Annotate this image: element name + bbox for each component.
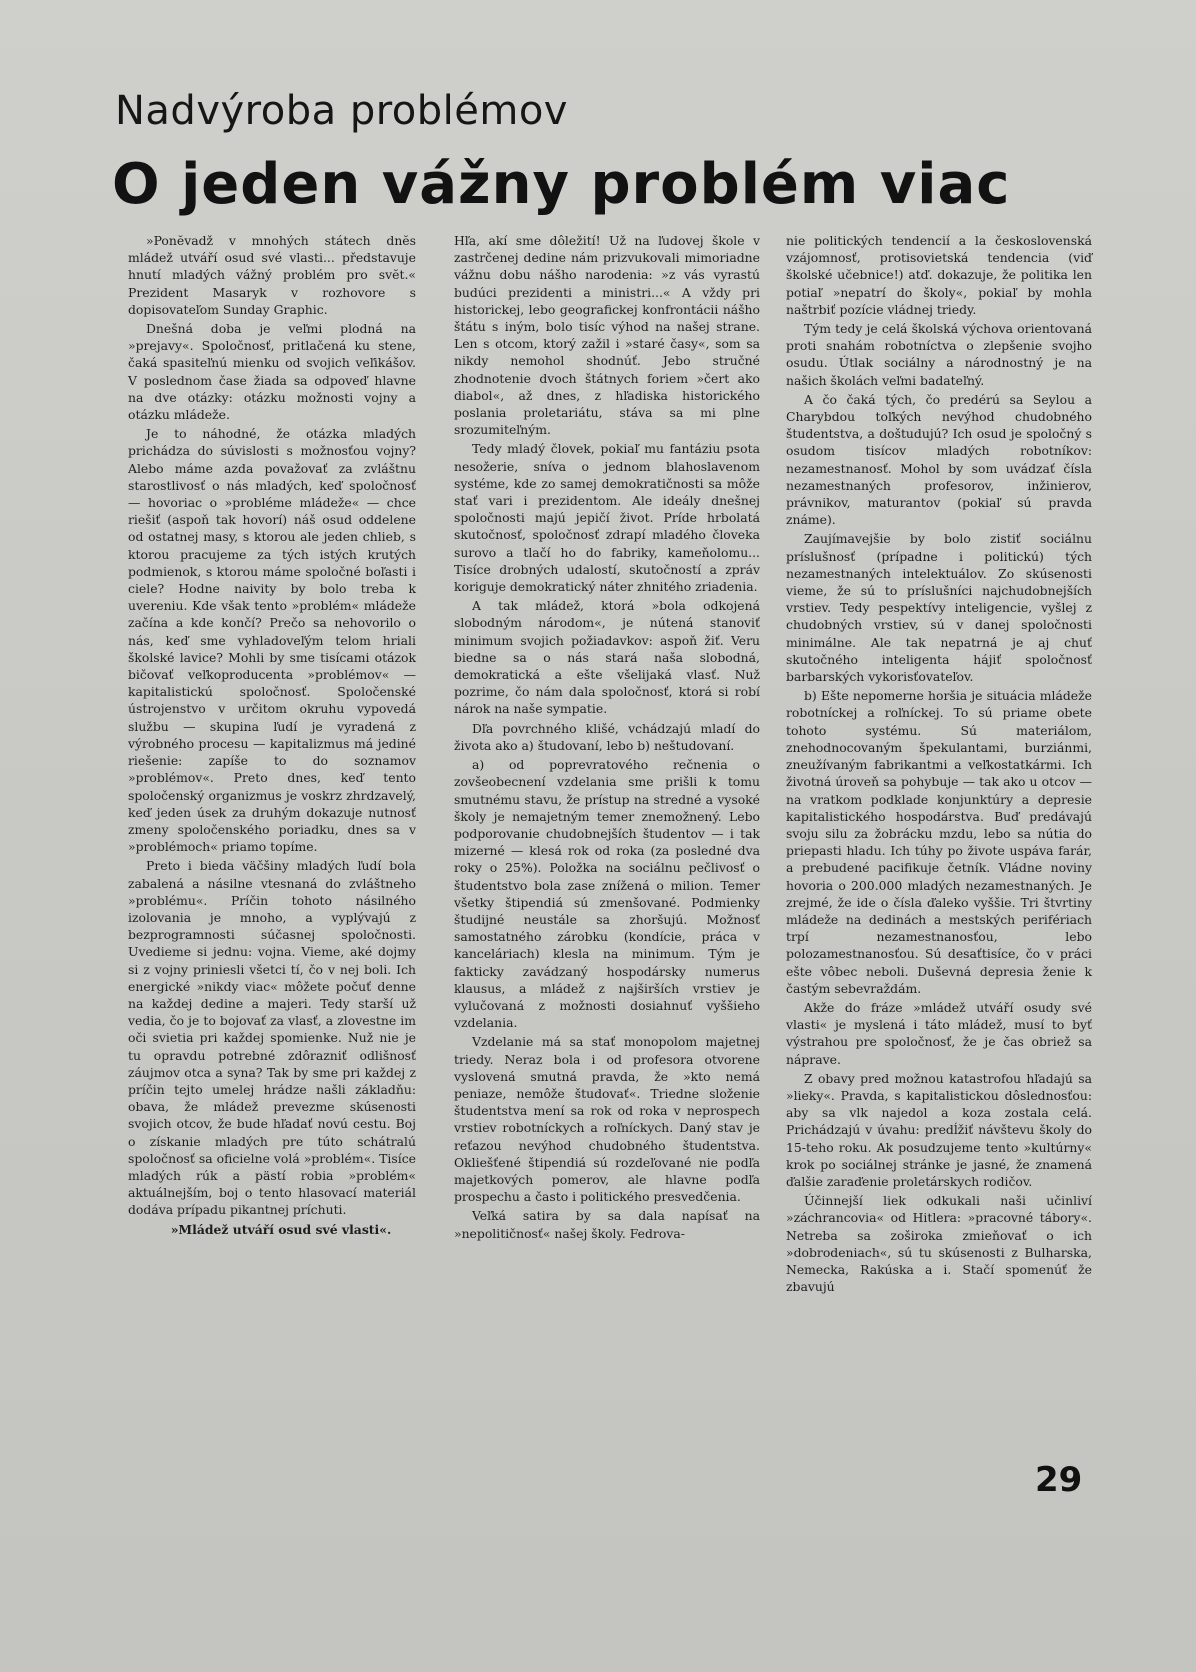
paragraph: Veľká satira by sa dala napísať na »nepolitičnosť« našej školy. Fedrova- [454, 1208, 760, 1241]
paragraph: Vzdelanie má sa stať monopolom majetnej triedy. Neraz bola i od profesora otvorene vyslovená smutná pravda, že »kto nemá peniaze, nemôže študovať«. Triedne složenie študentstva mení sa rok od roka v neprospech vrstiev robotníckych a roľníckych. Daný stav je reťazou nevýhod chudobného študentstva. Okliešťené štipendiá sú rozdeľované nie podľa majetkových pomerov, ale hlavne podľa prospechu a často i politického presvedčenia. [454, 1034, 760, 1205]
text-column-1 [128, 232, 416, 1240]
paragraph: a) od poprevratového rečnenia o zovšeobecnení vzdelania sme prišli k tomu smutnému stavu, že prístup na stredné a vysoké školy je nemajetným temer znemožnený. Lebo podporovanie chudobnejších študentov — i tak mizerné — klesá rok od roka (za posledné dva roky o 25%). Položka na sociálnu pečlivosť o študentstvo bola zase znížená o milion. Temer všetky štipendiá sú zmenšované. Podmienky študijné neustále sa zhoršujú. Možnosť samostatného zárobku (kondície, práca v kanceláriach) klesla na minimum. Tým je fakticky zavádzaný hospodársky numerus klausus, a mládež z najširších vrstiev je vylučovaná z možnosti dosiahnuť vyššieho vzdelania. [454, 757, 760, 1031]
page-number: 29 [1035, 1460, 1083, 1500]
paragraph: Hľa, akí sme dôležití! Už na ľudovej škole v zastrčenej dedine nám prizvukovali mimoriadne vážnu dobu nášho narodenia: »z vás vyrastú budúci prezidenti a ministri...« A vždy pri historickej, lebo geografickej konfrontácii nášho štátu s iným, bolo tisíc výhod na našej strane. Len s otcom, ktorý zažil i »staré časy«, som sa nikdy nemohol shodnúť. Jebo stručné zhodnotenie dvoch štátnych foriem »čert ako diabol«, až dnes, z hľadiska historického poslania proletariátu, stáva sa mi plne srozumiteľným. [454, 233, 760, 438]
paragraph: A čo čaká tých, čo predérú sa Seylou a Charybdou toľkých nevýhod chudobného študentstva, a doštudujú? Ich osud je spoločný s osudom tisícov mladých robotníkov: nezamestnanosť. Mohol by som uvádzať čísla nezamestnaných profesorov, inžinierov, právnikov, maturantov (pokiaľ sú pravda známe). [786, 391, 1092, 528]
paragraph: Účinnejší liek odkukali naši učinliví »záchrancovia« od Hitlera: »pracovné tábory«. Netreba sa zoširoka zmieňovať o ich »dobrodeniach«, sú tu skúsenosti z Bulharska, Nemecka, Rakúska a i. Stačí spomenúť že zbavujú [786, 1193, 1092, 1295]
epigraph-quote: »Ponĕvadž v mnohých státech dnĕs mládež utváří osud své vlasti... představuje hnutí mladých vážný problém pro svĕt.« Prezident Masaryk v rozhovore s dopisovateľom Sunday Graphic. [128, 233, 416, 317]
paragraph: Akže do fráze »mládež utváří osudy své vlasti« je myslená i táto mládež, musí to byť výstrahou pre spoločnosť, že je čas obriež sa náprave. [786, 999, 1092, 1067]
article-kicker: Nadvýroba problémov [115, 88, 568, 134]
paragraph: b) Ešte nepomerne horšia je situácia mládeže robotníckej a roľníckej. To sú priame obete tohoto systému. Sú materiálom, znehodnocovaným špekulantami, burziánmi, zneužívaným fabrikantmi a veľkostatkármi. Ich životná úroveň sa pohybuje — tak ako u otcov — na vratkom podklade konjunktúry a depresie kapitalistického hospodárstva. Buď predávajú svoju silu za žobrácku mzdu, lebo sa nútia do priepasti hladu. Ich túhy po živote uspáva farár, a prebudené pacifikuje četník. Vládne noviny hovoria o 200.000 mladých nezamestnaných. Je zrejmé, že ide o čísla ďaleko vyššie. Tri štvrtiny mládeže na dedinách a mestských perifériach trpí nezamestnanosťou, lebo polozamestnanosťou. Sú desaťtisíce, čo v práci ešte vôbec neboli. Duševná depresia ženie k častým sebevraždám. [786, 688, 1092, 996]
text-column-3 [786, 232, 1092, 1297]
paragraph: Tedy mladý človek, pokiaľ mu fantáziu psota nesožerie, sníva o jednom blahoslavenom systéme, kde zo samej demokratičnosti sa môže stať vari i prezidentom. Ale ideály dnešnej spoločnosti majú jepičí život. Príde hrbolatá skutočnosť, spoločnosť zdrapí mladého človeka surovo a tlačí ho do fabriky, kameňolomu... Tisíce drobných udalostí, skutočností a zpráv koriguje demokratický náter zhnitého zriadenia. [454, 441, 760, 595]
paragraph: Zaujímavejšie by bolo zistiť sociálnu príslušnosť (prípadne i politickú) tých nezamestnaných intelektuálov. Zo skúsenosti vieme, že sú to príslušníci najchudobnejších vrstiev. Tedy pespektívy inteligencie, vyšlej z chudobných vrstiev, sú v danej spoločnosti minimálne. Ale tak nepatrná je aj chuť skutočného inteligenta hájiť spoločnosť barbarských vykorisťovateľov. [786, 531, 1092, 685]
paragraph: Je to náhodné, že otázka mladých prichádza do súvislosti s možnosťou vojny? Alebo máme azda považovať za zvláštnu starostlivosť o nás mladých, keď spoločnosť — hovoriac o »probléme mládeže« — chce riešiť (aspoň tak hovorí) náš osud oddelene od ostatnej masy, s ktorou ale jeden chlieb, s ktorou pracujeme za tých istých krutých podmienok, s ktorou máme spoločné boľasti i ciele? Hodne naivity by bolo treba k uvereniu. Kde však tento »problém« mládeže začína a kde končí? Prečo sa nehovorilo o nás, keď sme vyhladoveľým telom hriali školské lavice? Mohli by sme tisícami otázok bičovať veľkoproducenta »problémov« — kapitalistickú spoločnosť. Spoločenské ústrojenstvo v určitom okruhu vypovedá službu — skupina ľudí je vyradená z výrobného procesu — kapitalizmus má jediné riešenie: zapíše to do soznamov »problémov«. Preto dnes, keď tento spoločenský organizmus je voskrz zhrdzavelý, keď jeden úsek za druhým dokazuje nutnosť zmeny spoločenského poriadku, dnes sa v »problémoch« priamo topíme. [128, 426, 416, 855]
paragraph: A tak mládež, ktorá »bola odkojená slobodným národom«, je nútená stanoviť minimum svojich požiadavkov: aspoň žiť. Veru biedne sa o nás stará naša slobodná, demokratická a ešte všelijaká vlasť. Nuž pozrime, čo nám dala spoločnosť, ktorá si robí nárok na naše sympatie. [454, 598, 760, 717]
paragraph: Preto i bieda väčšiny mladých ľudí bola zabalená a násilne vtesnaná do zvláštneho »problému«. Príčin tohoto násilného izolovania je mnoho, a vyplývajú z bezprogramnosti súčasnej spoločnosti. Uvedieme si jednu: vojna. Vieme, aké dojmy si z vojny priniesli všetci tí, čo v nej boli. Ich energické »nikdy viac« môžete počuť denne na každej dedine a majeri. Tedy starší už vedia, čo je to bojovať za vlasť, a zlovestne im oči svietia pri každej spomienke. Nuž nie je tu opravdu potrebné zdôrazniť odlišnosť záujmov otca a syna? Tak by sme pri každej z príčin tejto umelej hrádze našli základňu: obava, že mládež prevezme skúsenosti svojich otcov, že bude hľadať novú cestu. Boj o získanie mladých pre túto schátralú spoločnosť sa oficielne volá »problém«. Tisíce mladých rúk a pästí robia »problém« aktuálnejším, boj o tento hlasovací materiál dodáva prípadu pikantnej príchuti. [128, 858, 416, 1218]
paragraph: Tým tedy je celá školská výchova orientovaná proti snahám robotníctva o zlepšenie svojho osudu. Útlak sociálny a národnostný je na našich školách veľmi badateľný. [786, 321, 1092, 388]
column-signature: »Mládež utváří osud své vlasti«. [170, 1221, 392, 1237]
paragraph: Dľa povrchného klišé, vchádzajú mladí do života ako a) študovaní, lebo b) neštudovaní. [454, 720, 760, 753]
paragraph: nie politických tendencií a la československá vzájomnosť, protisovietská tendencia (viď školské učebnice!) atď. dokazuje, že politika len potiaľ »nepatrí do školy«, pokiaľ by mohla naštrbiť pozície vládnej triedy. [786, 233, 1092, 317]
paragraph: Dnešná doba je veľmi plodná na »prejavy«. Spoločnosť, pritlačená ku stene, čaká spasiteľnú mienku od svojich veľikášov. V poslednom čase žiada sa odpoveď hlavne na dve otázky: otázku možnosti vojny a otázku mládeže. [128, 321, 416, 423]
paragraph: Z obavy pred možnou katastrofou hľadajú sa »lieky«. Pravda, s kapitalistickou dôslednosťou: aby sa vlk najedol a koza zostala celá. Prichádzajú v úvahu: predĺžiť návštevu školy do 15-teho roku. Ak posudzujeme tento »kultúrny« krok po sociálnej stránke je jasné, že znamená ďalšie zaraďenie proletárskych rodičov. [786, 1070, 1092, 1189]
article-headline: O jeden vážny problém viac [112, 152, 1011, 217]
text-column-2 [454, 232, 760, 1244]
